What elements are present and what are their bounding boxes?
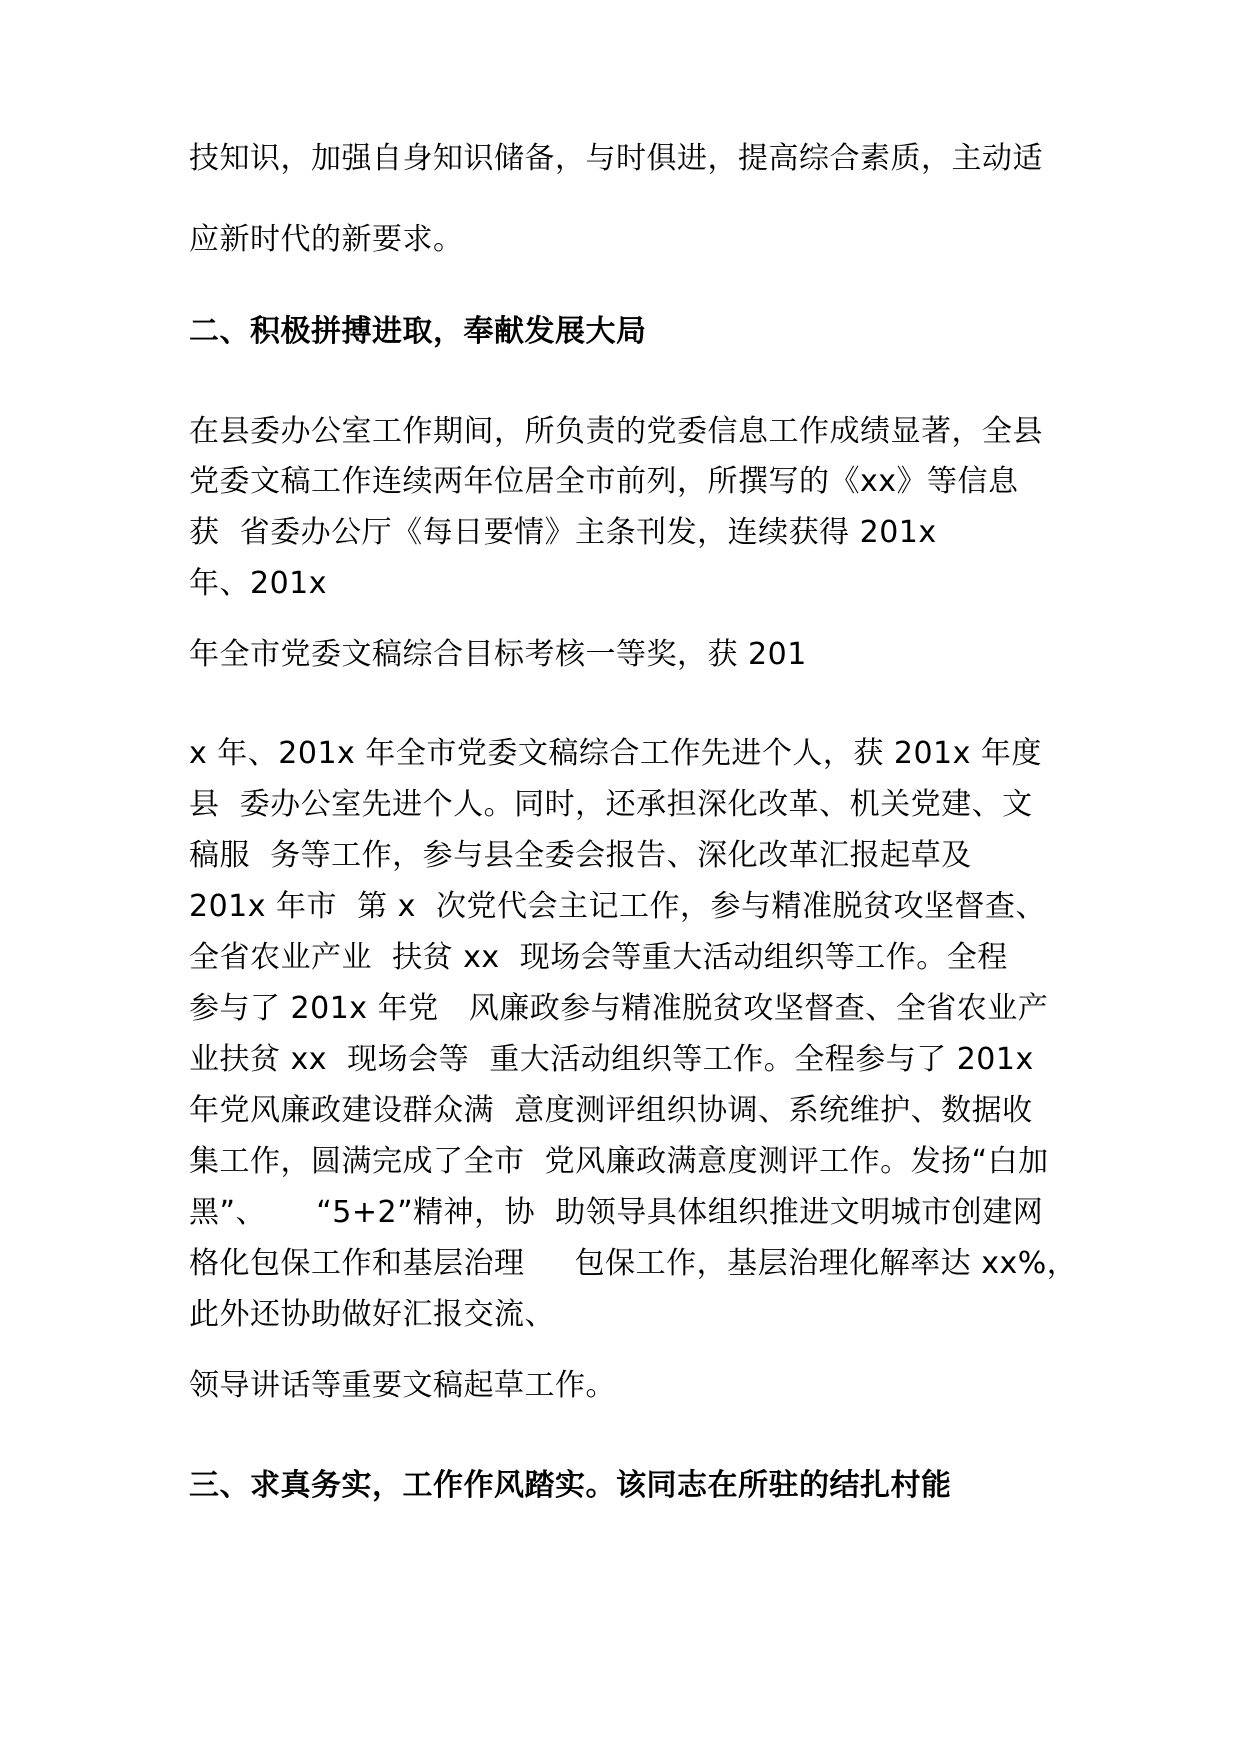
paragraph-line: 年全市党委文稿综合目标考核一等奖，获 201 [189,637,807,672]
paragraph-line: 格化包保工作和基层治理 包保工作，基层治理化解率达 xx%， [189,1246,1078,1281]
paragraph-line: 党委文稿工作连续两年位居全市前列，所撰写的《xx》等信息 [189,464,1019,499]
paragraph-line: 业扶贫 xx 现场会等 重大活动组织等工作。全程参与了 201x [189,1042,1034,1077]
paragraph-line: 此外还协助做好汇报交流、 [189,1297,555,1332]
section-heading: 二、积极拼搏进取，奉献发展大局 [189,314,647,349]
paragraph-line: 技知识，加强自身知识储备，与时俱进，提高综合素质，主动适 [189,141,1043,176]
paragraph-line: 参与了 201x 年党 风廉政参与精准脱贫攻坚督查、全省农业产 [189,991,1049,1026]
paragraph-line: 全省农业产业 扶贫 xx 现场会等重大活动组织等工作。全程 [189,940,1008,975]
paragraph-line: 集工作，圆满完成了全市 党风廉政满意度测评工作。发扬“白加 [189,1144,1049,1179]
paragraph-line: 年、201x [189,566,328,601]
paragraph-line: 县 委办公室先进个人。同时，还承担深化改革、机关党建、文 [189,787,1033,822]
paragraph-line: x 年、201x 年全市党委文稿综合工作先进个人，获 201x 年度 [189,736,1042,771]
paragraph-line: 黑”、 “5+2”精神，协 助领导具体组织推进文明城市创建网 [189,1195,1044,1230]
paragraph-line: 201x 年市 第 x 次党代会主记工作，参与精准脱贫攻坚督查、 [189,889,1046,924]
paragraph-line: 领导讲话等重要文稿起草工作。 [189,1368,616,1403]
section-heading: 三、求真务实，工作作风踏实。该同志在所驻的结扎村能 [189,1468,952,1503]
paragraph-line: 获 省委办公厅《每日要情》主条刊发，连续获得 201x [189,515,937,550]
paragraph-line: 年党风廉政建设群众满 意度测评组织协调、系统维护、数据收 [189,1093,1033,1128]
paragraph-line: 在县委办公室工作期间，所负责的党委信息工作成绩显著，全县 [189,414,1043,449]
paragraph-line: 稿服 务等工作，参与县全委会报告、深化改革汇报起草及 [189,838,972,873]
paragraph-line: 应新时代的新要求。 [189,222,464,257]
